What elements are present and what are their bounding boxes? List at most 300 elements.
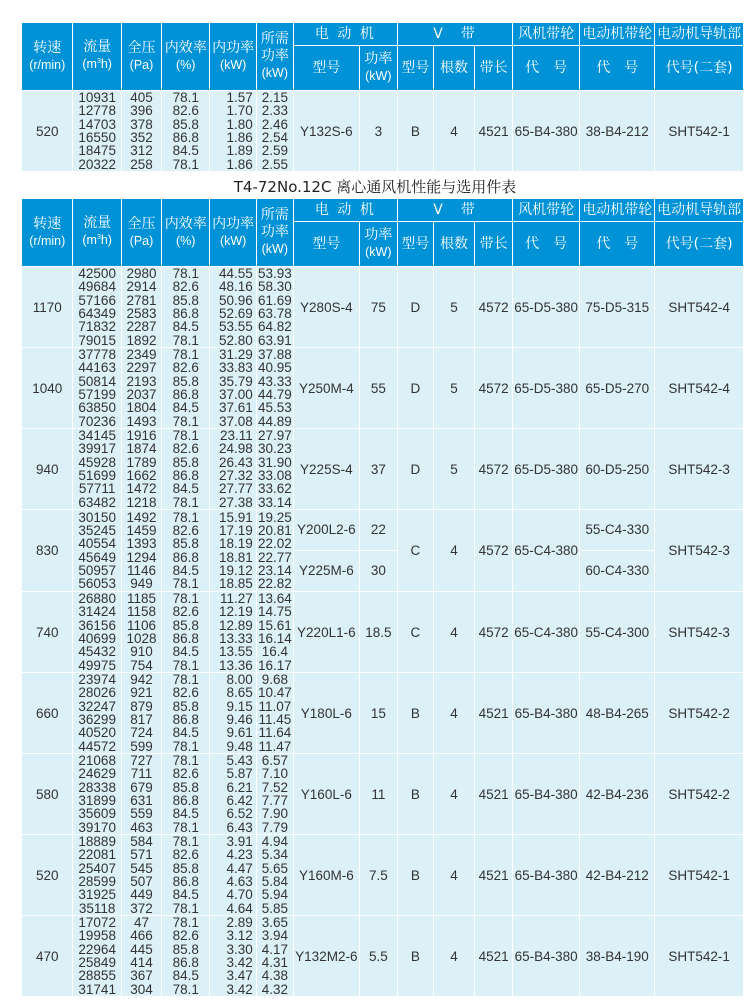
flow-cell-value: 35245 (78, 522, 116, 538)
internal-power-cell-value: 5.43 (226, 753, 253, 769)
table-row (22, 673, 744, 754)
pressure-cell-value: 378 (130, 116, 153, 132)
flow-cell-value: 20322 (78, 156, 116, 172)
pressure-cell-value: 304 (130, 981, 153, 997)
efficiency-cell (162, 91, 210, 172)
required-power-cell-value: 2.33 (261, 103, 288, 119)
efficiency-cell-value: 78.1 (172, 494, 199, 510)
efficiency-cell-value: 86.8 (172, 955, 199, 970)
pressure-cell-value: 414 (130, 955, 153, 970)
efficiency-cell-value: 78.1 (172, 413, 199, 429)
flow-cell-value: 45432 (78, 644, 116, 660)
required-power-cell (256, 916, 293, 997)
required-power-cell (256, 510, 293, 592)
motor-power-cell: 15 (359, 673, 397, 754)
efficiency-cell-value: 86.8 (172, 130, 199, 145)
rail-cell: SHT542-3 (655, 592, 744, 673)
required-power-cell-value: 19.25 (257, 509, 292, 525)
pressure-cell-value: 1472 (126, 481, 157, 497)
efficiency-cell-value: 82.6 (172, 279, 199, 295)
pressure-cell-value: 1218 (126, 494, 157, 510)
table-row (22, 348, 744, 429)
label: 转速 (33, 39, 62, 56)
efficiency-cell-value: 82.6 (172, 685, 199, 701)
internal-power-cell-value: 3.91 (226, 834, 253, 850)
required-power-cell (256, 429, 293, 510)
belt-count-cell: 4 (433, 673, 474, 754)
fan-pulley-cell: 65-B4-380 (513, 916, 580, 997)
table-row (22, 267, 744, 348)
required-power-cell-value: 2.54 (261, 130, 288, 145)
internal-power-cell-value: 50.96 (219, 292, 253, 308)
pressure-cell-value: 466 (130, 928, 153, 944)
motor-pulley-cell: 60-D5-250 (580, 429, 655, 510)
motor-pulley-cell: 38-B4-212 (580, 91, 655, 172)
motor-power-cell: 5.5 (359, 916, 397, 997)
unit-sup: 3 (96, 233, 101, 241)
required-power-cell-value: 5.34 (261, 847, 288, 863)
table-caption: T4-72No.12C 离心通风机性能与选用件表 (233, 178, 517, 196)
belt-count-header: 根数 (433, 46, 474, 91)
motor-power-cell-value: 22 (360, 510, 397, 551)
unit: (kW) (261, 242, 289, 256)
efficiency-cell-value: 78.1 (172, 753, 199, 769)
efficiency-cell-value: 84.5 (172, 400, 199, 416)
pressure-cell (121, 592, 161, 673)
required-power-cell-value: 7.90 (261, 806, 288, 822)
pressure-cell-value: 1028 (126, 631, 157, 646)
required-power-cell-value: 63.91 (257, 332, 292, 348)
motor-model-header: 型号 (293, 222, 359, 267)
internal-power-cell-value: 9.48 (226, 738, 253, 754)
fan-pulley-code-header: 代 号 (513, 46, 580, 91)
belt-type-cell: B (397, 673, 433, 754)
rail-cell: SHT542-1 (655, 91, 744, 172)
col-required-power-header (256, 23, 293, 91)
required-power-cell-value: 22.77 (257, 549, 292, 565)
motor-power-cell: 75 (359, 267, 397, 348)
motor-group-header: 电 动 机 (293, 23, 397, 46)
efficiency-cell-value: 86.8 (172, 387, 199, 402)
speed-cell: 520 (22, 91, 73, 172)
flow-cell-value: 40554 (78, 536, 116, 552)
unit: (r/min) (29, 233, 66, 248)
flow-cell-value: 57711 (78, 481, 116, 497)
internal-power-cell-value: 6.52 (226, 806, 253, 822)
vbelt-group-header: V 带 (397, 199, 512, 222)
pressure-cell-value: 367 (130, 968, 153, 984)
internal-power-cell-value: 37.00 (219, 387, 253, 402)
label-a: 所需 (260, 31, 289, 47)
belt-length-cell: 4521 (475, 754, 513, 835)
unit: (kW) (219, 57, 247, 72)
internal-power-cell-value: 1.70 (226, 103, 253, 119)
efficiency-cell-value: 78.1 (172, 90, 199, 106)
flow-cell-value: 71832 (78, 319, 116, 335)
motor-model-cell: Y132M2-6 (293, 916, 359, 997)
efficiency-cell (162, 429, 210, 510)
efficiency-cell-value: 82.6 (172, 441, 199, 457)
unit: (Pa) (129, 57, 154, 72)
pressure-cell-value: 1185 (126, 591, 156, 607)
pressure-cell-value: 507 (130, 874, 153, 889)
pressure-cell-value: 1492 (126, 509, 157, 525)
unit-b: h) (100, 56, 112, 71)
flow-cell-value: 50957 (78, 562, 116, 578)
required-power-cell-value: 7.52 (261, 779, 288, 795)
flow-cell-value: 50814 (78, 373, 116, 389)
internal-power-cell-value: 27.32 (219, 468, 253, 483)
table-row (22, 510, 744, 592)
flow-cell-value: 45928 (78, 454, 116, 470)
internal-power-cell-value: 8.65 (226, 685, 253, 701)
internal-power-cell-value: 1.86 (226, 130, 253, 145)
table-row (22, 91, 744, 172)
pressure-cell-value: 1662 (126, 468, 157, 483)
efficiency-cell-value: 86.8 (172, 793, 199, 808)
efficiency-cell (162, 348, 210, 429)
pressure-cell-value: 1493 (126, 413, 157, 429)
internal-power-cell (210, 754, 256, 835)
required-power-cell-value: 22.82 (257, 576, 292, 592)
flow-cell-value: 32247 (78, 698, 116, 714)
flow-cell-value: 57199 (78, 387, 116, 402)
required-power-cell-value: 53.93 (257, 266, 292, 282)
pressure-cell-value: 2349 (126, 347, 157, 363)
pressure-cell-value: 1874 (126, 441, 157, 457)
required-power-cell-value: 3.94 (261, 928, 288, 944)
col-flow-header (73, 23, 121, 91)
required-power-cell-value: 40.95 (257, 360, 292, 376)
efficiency-cell-value: 84.5 (172, 725, 199, 741)
label: 内效率 (164, 39, 207, 56)
unit: (r/min) (29, 57, 66, 72)
unit: (%) (176, 233, 196, 248)
required-power-cell-value: 43.33 (257, 373, 292, 389)
label: 流量 (83, 38, 112, 55)
pressure-cell-value: 2980 (126, 266, 157, 282)
required-power-cell-value: 31.90 (257, 454, 292, 470)
flow-cell-value: 21068 (78, 753, 116, 769)
belt-count-cell: 4 (433, 835, 474, 916)
flow-cell-value: 14703 (78, 116, 116, 132)
label-a: 所需 (260, 207, 289, 223)
efficiency-cell-value: 78.1 (172, 156, 199, 172)
pressure-cell-value: 724 (130, 725, 153, 741)
required-power-cell (256, 835, 293, 916)
label: 转速 (33, 215, 62, 232)
col-speed-header (22, 199, 73, 267)
flow-cell (73, 673, 121, 754)
motor-model-cell-value: Y225M-6 (298, 563, 354, 578)
efficiency-cell-value: 78.1 (172, 509, 199, 525)
internal-power-cell-value: 6.42 (226, 793, 253, 808)
belt-type-header: 型号 (397, 222, 433, 267)
efficiency-cell-value: 78.1 (172, 347, 199, 363)
required-power-cell-value: 2.59 (261, 143, 288, 159)
table-row (22, 916, 744, 997)
internal-power-cell-value: 3.47 (226, 968, 253, 984)
efficiency-cell-value: 82.6 (172, 103, 199, 119)
internal-power-cell-value: 17.19 (219, 522, 253, 538)
belt-length-cell: 4572 (475, 267, 513, 348)
flow-cell-value: 31741 (78, 981, 116, 997)
belt-length-cell: 4572 (475, 510, 513, 592)
flow-cell-value: 16550 (78, 130, 116, 145)
flow-cell (73, 592, 121, 673)
required-power-cell-value: 44.89 (257, 413, 292, 429)
efficiency-cell-value: 82.6 (172, 847, 199, 863)
flow-cell (73, 835, 121, 916)
internal-power-cell (210, 348, 256, 429)
required-power-cell-value: 5.65 (261, 860, 288, 876)
required-power-cell-value: 7.10 (261, 766, 288, 782)
flow-cell-value: 18475 (78, 143, 116, 159)
internal-power-cell-value: 3.30 (226, 941, 253, 957)
motor-model-cell: Y160L-6 (293, 754, 359, 835)
required-power-cell-value: 27.97 (257, 428, 292, 444)
pressure-cell (121, 916, 161, 997)
pressure-cell-value: 2583 (126, 306, 157, 321)
flow-cell-value: 23974 (78, 672, 116, 688)
required-power-cell (256, 592, 293, 673)
motor-model-cell: Y132S-6 (293, 91, 359, 172)
unit-b: h) (100, 232, 112, 247)
internal-power-cell-value: 15.91 (219, 509, 253, 525)
efficiency-cell-value: 84.5 (172, 319, 199, 335)
pressure-cell-value: 2297 (126, 360, 157, 376)
fan-pulley-group-header: 风机带轮 (513, 199, 580, 222)
pressure-cell-value: 2781 (126, 292, 157, 308)
fan-pulley-cell: 65-B4-380 (513, 754, 580, 835)
motor-model-cell: Y160M-6 (293, 835, 359, 916)
belt-length-cell: 4572 (475, 348, 513, 429)
efficiency-cell-value: 85.8 (172, 860, 199, 876)
flow-cell-value: 35609 (78, 806, 116, 822)
flow-cell-value: 37778 (78, 347, 116, 363)
efficiency-cell-value: 84.5 (172, 644, 199, 660)
motor-pulley-cell: 42-B4-212 (580, 835, 655, 916)
efficiency-cell-value: 86.8 (172, 874, 199, 889)
col-internal-power-header (210, 23, 256, 91)
efficiency-cell (162, 754, 210, 835)
internal-power-cell-value: 37.08 (219, 413, 253, 429)
speed-cell: 470 (22, 916, 73, 997)
required-power-cell-value: 45.53 (257, 400, 292, 416)
internal-power-cell-value: 12.19 (219, 604, 253, 620)
motor-model-cell: Y250M-4 (293, 348, 359, 429)
motor-power-cell-value: 30 (370, 563, 386, 578)
flow-cell (73, 91, 121, 172)
motor-pulley-cell: 42-B4-236 (580, 754, 655, 835)
efficiency-cell-value: 78.1 (172, 900, 199, 916)
efficiency-cell (162, 267, 210, 348)
required-power-cell-value: 14.75 (257, 604, 292, 620)
internal-power-cell-value: 6.43 (226, 819, 253, 835)
flow-cell-value: 63482 (78, 494, 116, 510)
speed-cell: 740 (22, 592, 73, 673)
pressure-cell-value: 1459 (126, 522, 157, 538)
efficiency-cell-value: 82.6 (172, 360, 199, 376)
pressure-cell-value: 584 (130, 834, 153, 850)
pressure-cell-value: 445 (130, 941, 153, 957)
vbelt-group-header: V 带 (397, 23, 512, 46)
flow-cell-value: 39917 (78, 441, 116, 457)
motor-model-cell-value: Y200L2-6 (294, 510, 359, 551)
pressure-cell-value: 1146 (126, 562, 156, 578)
efficiency-cell-value: 85.8 (172, 941, 199, 957)
efficiency-cell-value: 85.8 (172, 698, 199, 714)
required-power-cell (256, 348, 293, 429)
required-power-cell-value: 37.88 (257, 347, 292, 363)
pressure-cell (121, 673, 161, 754)
flow-cell-value: 25849 (78, 955, 116, 970)
efficiency-cell-value: 78.1 (172, 738, 199, 754)
flow-cell-value: 31424 (78, 604, 116, 620)
pressure-cell-value: 2193 (126, 373, 157, 389)
efficiency-cell-value: 86.8 (172, 468, 199, 483)
motor-power-cell: 11 (359, 754, 397, 835)
pressure-cell-value: 463 (130, 819, 153, 835)
rail-code-header: 代号(二套) (655, 46, 744, 91)
internal-power-cell-value: 24.98 (219, 441, 253, 457)
internal-power-cell-value: 52.69 (219, 306, 253, 321)
internal-power-cell-value: 13.33 (219, 631, 253, 646)
table-row (22, 592, 744, 673)
rail-group-header: 电动机导轨部 (655, 199, 744, 222)
flow-cell-value: 17072 (78, 915, 116, 931)
motor-power-cell: 18.5 (359, 592, 397, 673)
belt-count-cell: 4 (433, 916, 474, 997)
internal-power-cell-value: 1.57 (226, 90, 253, 106)
pressure-cell-value: 727 (130, 753, 153, 769)
motor-power-cell (359, 510, 397, 592)
internal-power-cell-value: 4.23 (226, 847, 253, 863)
unit: (Pa) (129, 233, 154, 248)
flow-cell-value: 64349 (78, 306, 116, 321)
flow-cell-value: 31925 (78, 887, 116, 903)
rail-cell: SHT542-2 (655, 754, 744, 835)
belt-length-header: 带长 (475, 46, 513, 91)
efficiency-cell-value: 82.6 (172, 604, 199, 620)
flow-cell-value: 28338 (78, 779, 116, 795)
internal-power-cell-value: 4.64 (226, 900, 253, 916)
required-power-cell-value: 2.55 (261, 156, 288, 172)
required-power-cell-value: 13.64 (257, 591, 292, 607)
belt-count-cell: 4 (433, 510, 474, 592)
internal-power-cell-value: 27.38 (219, 494, 253, 510)
col-speed-header (22, 23, 73, 91)
required-power-cell-value: 11.45 (258, 712, 292, 727)
fan-pulley-cell: 65-D5-380 (513, 348, 580, 429)
pressure-cell-value: 1393 (126, 536, 157, 552)
flow-cell-value: 36156 (78, 617, 116, 633)
unit: (kW) (261, 66, 289, 80)
required-power-cell-value: 33.08 (257, 468, 292, 483)
flow-cell-value: 18889 (78, 834, 116, 850)
internal-power-cell-value: 44.55 (219, 266, 253, 282)
label: 内功率 (212, 215, 255, 232)
rail-cell: SHT542-3 (655, 510, 744, 592)
required-power-cell-value: 4.94 (261, 834, 288, 850)
internal-power-cell-value: 26.43 (219, 454, 253, 470)
pressure-cell-value: 949 (130, 576, 153, 592)
motor-group-header: 电 动 机 (293, 199, 397, 222)
internal-power-cell-value: 9.61 (226, 725, 253, 741)
rail-code-header: 代号(二套) (655, 222, 744, 267)
efficiency-cell-value: 85.8 (172, 779, 199, 795)
internal-power-cell-value: 4.70 (226, 887, 253, 903)
pressure-cell (121, 510, 161, 592)
motor-pulley-group-header: 电动机带轮 (580, 23, 655, 46)
internal-power-cell (210, 835, 256, 916)
required-power-cell-value: 61.69 (257, 292, 292, 308)
flow-cell-value: 34145 (78, 428, 116, 444)
pressure-cell-value: 1294 (126, 549, 157, 565)
internal-power-cell-value: 1.89 (226, 143, 253, 159)
belt-type-cell: B (397, 91, 433, 172)
internal-power-cell (210, 510, 256, 592)
internal-power-cell-value: 1.80 (226, 116, 253, 132)
internal-power-cell-value: 18.19 (219, 536, 253, 552)
pressure-cell-value: 1892 (126, 332, 157, 348)
pressure-cell (121, 429, 161, 510)
internal-power-cell (210, 267, 256, 348)
pressure-cell-value: 559 (130, 806, 153, 822)
belt-length-cell: 4521 (475, 91, 513, 172)
flow-cell-value: 51699 (78, 468, 116, 483)
internal-power-cell-value: 11.27 (220, 591, 253, 607)
flow-cell-value: 57166 (78, 292, 116, 308)
label: 内功率 (212, 39, 255, 56)
label: 功率 (364, 227, 393, 243)
col-efficiency-header (162, 23, 210, 91)
belt-count-header: 根数 (433, 222, 474, 267)
fan-pulley-cell: 65-B4-380 (513, 91, 580, 172)
pressure-cell-value: 754 (130, 657, 153, 673)
required-power-cell-value: 33.62 (257, 481, 292, 497)
label: 流量 (83, 214, 112, 231)
efficiency-cell-value: 78.1 (172, 266, 199, 282)
efficiency-cell-value: 85.8 (172, 373, 199, 389)
table-row (22, 429, 744, 510)
pressure-cell-value: 910 (130, 644, 153, 660)
speed-cell: 520 (22, 835, 73, 916)
flow-cell (73, 916, 121, 997)
belt-length-cell: 4521 (475, 673, 513, 754)
efficiency-cell-value: 84.5 (172, 481, 199, 497)
fan-pulley-code-header: 代 号 (513, 222, 580, 267)
motor-power-header (359, 222, 397, 267)
speed-cell: 940 (22, 429, 73, 510)
speed-cell: 1040 (22, 348, 73, 429)
label: 功率 (364, 51, 393, 67)
required-power-cell-value: 7.79 (261, 819, 288, 835)
internal-power-cell (210, 429, 256, 510)
motor-pulley-cell: 38-B4-190 (580, 916, 655, 997)
required-power-cell (256, 267, 293, 348)
belt-count-cell: 4 (433, 754, 474, 835)
table-row (22, 754, 744, 835)
pressure-cell-value: 2037 (126, 387, 157, 402)
col-pressure-header (121, 23, 161, 91)
belt-count-cell: 4 (433, 91, 474, 172)
unit: (%) (176, 57, 196, 72)
pressure-cell-value: 1158 (126, 604, 156, 620)
required-power-cell (256, 673, 293, 754)
internal-power-cell-value: 18.81 (219, 549, 253, 565)
pressure-cell-value: 711 (130, 766, 153, 782)
